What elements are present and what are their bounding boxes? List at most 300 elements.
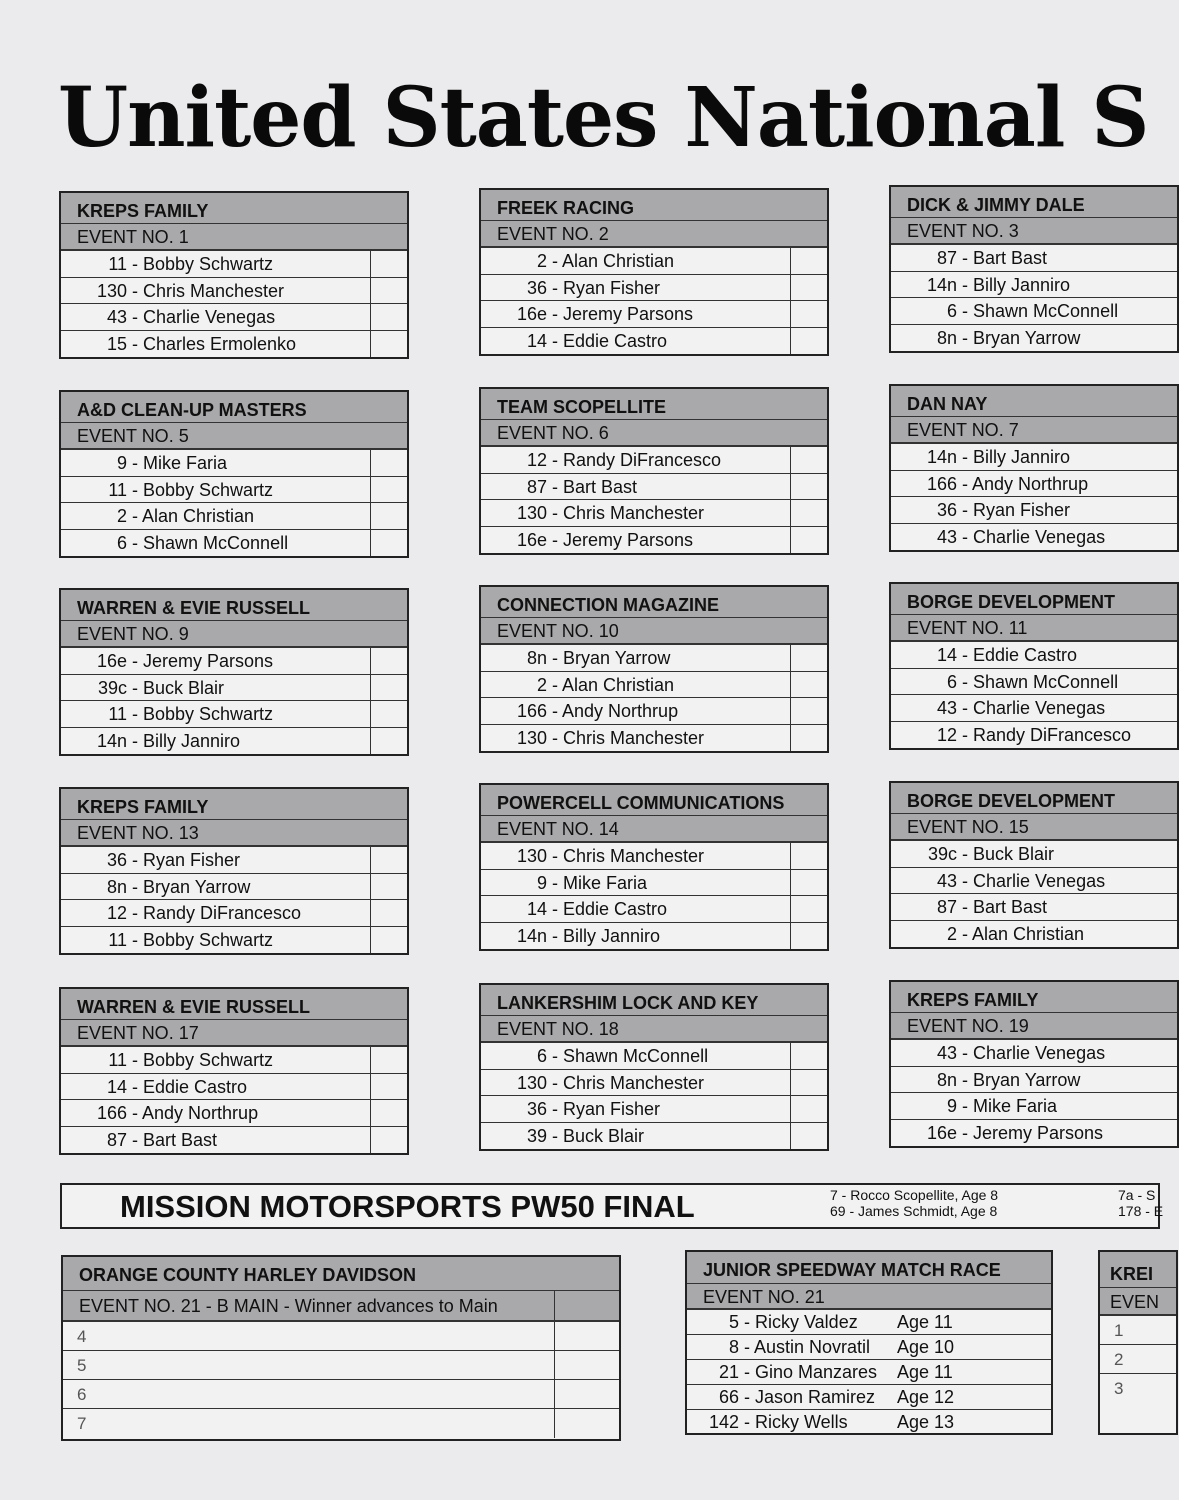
rider-number: 43: [936, 526, 957, 547]
result-cell: [790, 328, 827, 355]
rider-number: 43: [936, 698, 957, 718]
rider-name: Bryan Yarrow: [143, 876, 251, 897]
rider-name: Andy Northrup: [562, 701, 679, 721]
separator: -: [957, 327, 973, 348]
separator: -: [957, 698, 973, 718]
event-box: [889, 384, 1179, 552]
result-cell: [790, 843, 827, 869]
rider-name: Shawn McConnell: [563, 1046, 709, 1066]
result-cell: [370, 701, 407, 727]
separator: -: [127, 453, 143, 473]
separator: -: [547, 899, 563, 919]
separator: -: [957, 447, 973, 467]
rider-number: 16e: [96, 651, 127, 671]
result-cell: [790, 474, 827, 500]
rider-number: 14: [526, 330, 547, 351]
separator: -: [547, 251, 563, 271]
separator: -: [127, 677, 143, 698]
rider-row: [61, 701, 407, 728]
rider-number: 39c: [97, 677, 127, 698]
rider-name: Shawn McConnell: [143, 532, 289, 553]
rider-row: [891, 245, 1177, 272]
rider-number: 14n: [516, 925, 547, 946]
rider-name: Ricky Wells: [755, 1412, 848, 1432]
rider-name: Mike Faria: [973, 1096, 1058, 1116]
rider-number: 6: [536, 1046, 547, 1066]
separator: -: [957, 473, 973, 494]
position-row: [63, 1351, 619, 1380]
final-entry: 69 - James Schmidt, Age 8: [830, 1203, 998, 1219]
rider-name: Charlie Venegas: [973, 870, 1106, 891]
box-event: [63, 1291, 619, 1322]
event-box: [59, 987, 409, 1155]
event-box: [479, 387, 829, 555]
rider-age: Age 12: [897, 1387, 955, 1407]
junior-rider-row: [687, 1335, 1051, 1360]
rider-name: Charles Ermolenko: [143, 333, 297, 354]
junior-rider-row: [687, 1310, 1051, 1335]
rider-row: [481, 301, 827, 328]
result-cell: [790, 923, 827, 950]
rider-name: Mike Faria: [143, 453, 228, 473]
rider-number: 130: [516, 1072, 547, 1093]
separator: -: [127, 929, 143, 950]
result-cell: [790, 870, 827, 896]
box-sponsor: TEAM SCOPELLITE: [481, 389, 827, 420]
result-cell: [370, 648, 407, 674]
box-event-label: EVENT NO. 21 - B MAIN - Winner advances to Main: [79, 1296, 498, 1316]
result-cell: [370, 477, 407, 503]
separator: -: [957, 1043, 973, 1063]
position-number: 1: [1114, 1321, 1124, 1340]
event-box: [889, 582, 1179, 750]
bmain-box: [61, 1255, 621, 1441]
final-entries: [830, 1187, 998, 1219]
rider-number: 43: [106, 307, 127, 327]
event-box: [59, 787, 409, 955]
rider-number: 142: [708, 1412, 739, 1432]
position-row: [63, 1409, 619, 1438]
rider-number: 14: [526, 899, 547, 919]
final-entries-right: [1118, 1187, 1163, 1219]
position-number: 4: [77, 1327, 87, 1346]
box-sponsor: CONNECTION MAGAZINE: [481, 587, 827, 618]
event-box: [479, 188, 829, 356]
rider-name: Billy Janniro: [143, 730, 241, 751]
box-event: EVENT NO. 3: [891, 218, 1177, 245]
rider-name: Bobby Schwartz: [143, 1050, 274, 1070]
box-sponsor: KREPS FAMILY: [61, 193, 407, 224]
result-cell: [790, 1070, 827, 1096]
rider-number: 166: [516, 701, 547, 721]
position-number: 6: [77, 1385, 87, 1404]
rider-name: Bryan Yarrow: [973, 1069, 1081, 1090]
rider-name: Ricky Valdez: [755, 1312, 858, 1332]
rider-number: 9: [946, 1096, 957, 1116]
separator: -: [127, 651, 143, 671]
result-cell: [370, 728, 407, 755]
rider-row: [481, 923, 827, 950]
rider-row: [481, 248, 827, 275]
result-cell: [370, 927, 407, 954]
box-event: EVENT NO. 19: [891, 1013, 1177, 1040]
rider-name: Jeremy Parsons: [563, 304, 694, 324]
box-sponsor: POWERCELL COMMUNICATIONS: [481, 785, 827, 816]
rider-row: [891, 1093, 1177, 1120]
event-box: [59, 588, 409, 756]
box-sponsor: ORANGE COUNTY HARLEY DAVIDSON: [63, 1257, 619, 1291]
rider-name: Jason Ramirez: [755, 1387, 876, 1407]
result-cell: [790, 645, 827, 671]
separator: -: [127, 506, 143, 526]
event-box: [889, 185, 1179, 353]
rider-row: [61, 1047, 407, 1074]
separator: -: [957, 645, 973, 665]
rider-name: Eddie Castro: [563, 899, 668, 919]
rider-number: 130: [516, 846, 547, 866]
final-entry: 178 - E: [1118, 1203, 1164, 1219]
rider-row: [61, 927, 407, 954]
separator: -: [957, 1122, 973, 1143]
rider-row: [891, 921, 1177, 948]
box-sponsor: KREI: [1100, 1252, 1176, 1288]
separator: -: [957, 870, 973, 891]
rider-name: Ryan Fisher: [563, 1099, 661, 1119]
separator: -: [127, 479, 143, 500]
rider-row: [61, 1127, 407, 1154]
box-sponsor: WARREN & EVIE RUSSELL: [61, 590, 407, 621]
result-cell: [370, 503, 407, 529]
rider-row: [891, 325, 1177, 352]
rider-number: 14: [106, 1076, 127, 1097]
box-event: EVENT NO. 17: [61, 1020, 407, 1047]
separator: -: [547, 872, 563, 893]
result-cell: [554, 1291, 619, 1320]
separator: -: [547, 1072, 563, 1093]
separator: -: [127, 704, 143, 724]
rider-name: Bobby Schwartz: [143, 479, 274, 500]
rider-number: 12: [526, 450, 547, 470]
separator: -: [547, 476, 563, 497]
separator: -: [127, 876, 143, 897]
box-sponsor: DAN NAY: [891, 386, 1177, 417]
separator: -: [547, 846, 563, 866]
result-cell: [790, 1043, 827, 1069]
event-box: [59, 390, 409, 558]
rider-age: Age 11: [897, 1312, 953, 1332]
rider-name: Chris Manchester: [563, 846, 705, 866]
rider-name: Randy DiFrancesco: [143, 903, 302, 923]
separator: -: [547, 330, 563, 351]
rider-age: Age 11: [897, 1362, 953, 1382]
separator: -: [957, 1096, 973, 1116]
page-title: United States National S: [58, 70, 1149, 166]
junior-rider-list: [687, 1310, 1051, 1435]
separator: -: [127, 254, 143, 274]
rider-number: 12: [106, 903, 127, 923]
rider-number: 8n: [526, 648, 547, 668]
rider-number: 43: [936, 1043, 957, 1063]
box-sponsor: DICK & JIMMY DALE: [891, 187, 1177, 218]
rider-number: 2: [536, 674, 547, 695]
rider-name: Buck Blair: [143, 677, 225, 698]
rider-number: 36: [526, 277, 547, 298]
rider-name: Alan Christian: [142, 506, 255, 526]
box-event: EVENT NO. 11: [891, 615, 1177, 642]
rider-row: [891, 722, 1177, 749]
result-cell: [790, 275, 827, 301]
pw50-final-banner: [60, 1183, 1164, 1229]
final-title: MISSION MOTORSPORTS PW50 FINAL: [120, 1189, 695, 1224]
rider-number: 2: [946, 923, 957, 944]
rider-name: Billy Janniro: [563, 925, 661, 946]
result-cell: [370, 874, 407, 900]
separator: -: [127, 1129, 143, 1150]
box-event: EVENT NO. 21: [687, 1284, 1051, 1310]
rider-name: Bobby Schwartz: [143, 704, 274, 724]
rider-row: [61, 331, 407, 358]
separator: -: [957, 248, 973, 268]
result-cell: [790, 896, 827, 922]
box-event: EVENT NO. 1: [61, 224, 407, 251]
separator: -: [957, 923, 973, 944]
rider-name: Jeremy Parsons: [973, 1122, 1104, 1143]
rider-number: 16e: [926, 1122, 957, 1143]
separator: -: [957, 897, 973, 917]
rider-number: 15: [106, 333, 127, 354]
partial-box: [1098, 1250, 1178, 1435]
result-cell: [370, 1047, 407, 1073]
rider-name: Ryan Fisher: [143, 850, 241, 870]
result-cell: [554, 1322, 619, 1350]
result-cell: [370, 847, 407, 873]
rider-name: Andy Northrup: [972, 473, 1089, 494]
rider-number: 5: [728, 1312, 739, 1332]
final-entry: 7 - Rocco Scopellite, Age 8: [830, 1187, 999, 1203]
rider-number: 16e: [516, 529, 547, 550]
rider-number: 87: [936, 248, 957, 268]
box-sponsor: BORGE DEVELOPMENT: [891, 584, 1177, 615]
result-cell: [370, 331, 407, 358]
rider-name: Chris Manchester: [563, 727, 705, 748]
rider-number: 8n: [106, 876, 127, 897]
rider-number: 12: [936, 724, 957, 745]
rider-name: Bart Bast: [563, 476, 638, 497]
separator: -: [547, 701, 563, 721]
rider-row: [891, 695, 1177, 722]
box-event: EVENT NO. 9: [61, 621, 407, 648]
separator: -: [547, 1125, 563, 1146]
rider-number: 166: [926, 473, 957, 494]
rider-row: [481, 447, 827, 474]
event-box: [889, 980, 1179, 1148]
rider-number: 130: [516, 727, 547, 748]
separator: -: [127, 850, 143, 870]
position-number: 2: [1114, 1350, 1124, 1369]
box-sponsor: KREPS FAMILY: [891, 982, 1177, 1013]
rider-number: 43: [936, 870, 957, 891]
separator: -: [547, 727, 563, 748]
separator: -: [739, 1312, 755, 1332]
separator: -: [127, 307, 143, 327]
rider-name: Ryan Fisher: [973, 500, 1071, 520]
separator: -: [547, 450, 563, 470]
box-event: EVENT NO. 2: [481, 221, 827, 248]
separator: -: [127, 1103, 143, 1123]
rider-row: [61, 728, 407, 755]
rider-row: [891, 444, 1177, 471]
result-cell: [370, 450, 407, 476]
rider-number: 8: [728, 1337, 739, 1357]
rider-row: [61, 1100, 407, 1127]
rider-row: [481, 474, 827, 501]
separator: -: [547, 1046, 563, 1066]
rider-row: [481, 896, 827, 923]
separator: -: [547, 503, 563, 523]
rider-row: [61, 648, 407, 675]
rider-name: Eddie Castro: [143, 1076, 248, 1097]
box-event: EVENT NO. 5: [61, 423, 407, 450]
separator: -: [547, 674, 563, 695]
rider-number: 9: [116, 453, 127, 473]
rider-row: [61, 477, 407, 504]
rider-row: [61, 874, 407, 901]
separator: -: [127, 1076, 143, 1097]
rider-row: [61, 503, 407, 530]
junior-rider-row: [687, 1360, 1051, 1385]
rider-name: Jeremy Parsons: [563, 529, 694, 550]
rider-name: Chris Manchester: [563, 503, 705, 523]
rider-number: 8n: [936, 1069, 957, 1090]
rider-name: Bobby Schwartz: [143, 254, 274, 274]
rider-row: [481, 1096, 827, 1123]
position-number: 7: [77, 1414, 87, 1433]
result-cell: [790, 447, 827, 473]
rider-row: [481, 500, 827, 527]
rider-number: 36: [526, 1099, 547, 1119]
rider-number: 130: [96, 280, 127, 301]
box-event: EVENT NO. 13: [61, 820, 407, 847]
rider-name: Billy Janniro: [973, 274, 1071, 295]
rider-row: [481, 645, 827, 672]
box-sponsor: KREPS FAMILY: [61, 789, 407, 820]
rider-row: [891, 669, 1177, 696]
rider-number: 66: [718, 1387, 739, 1407]
rider-age: Age 10: [897, 1337, 955, 1357]
result-cell: [370, 251, 407, 277]
result-cell: [790, 698, 827, 724]
box-event: EVENT NO. 15: [891, 814, 1177, 841]
separator: -: [739, 1337, 755, 1357]
position-number: 3: [1114, 1379, 1124, 1398]
separator: -: [957, 844, 973, 864]
separator: -: [127, 280, 143, 301]
rider-name: Andy Northrup: [142, 1103, 259, 1123]
box-event: EVENT NO. 7: [891, 417, 1177, 444]
position-row: [63, 1322, 619, 1351]
rider-row: [61, 530, 407, 557]
rider-name: Billy Janniro: [973, 447, 1071, 467]
rider-name: Alan Christian: [972, 923, 1085, 944]
result-cell: [790, 725, 827, 752]
rider-name: Austin Novratil: [754, 1337, 871, 1357]
result-cell: [790, 527, 827, 554]
rider-number: 8n: [936, 327, 957, 348]
separator: -: [739, 1412, 755, 1432]
junior-box: [685, 1250, 1053, 1435]
separator: -: [127, 903, 143, 923]
separator: -: [547, 1099, 563, 1119]
separator: -: [957, 671, 973, 692]
result-cell: [790, 1123, 827, 1150]
rider-name: Bryan Yarrow: [563, 648, 671, 668]
rider-row: [481, 870, 827, 897]
rider-row: [891, 868, 1177, 895]
rider-row: [481, 843, 827, 870]
box-sponsor: FREEK RACING: [481, 190, 827, 221]
rider-number: 9: [536, 872, 547, 893]
rider-name: Charlie Venegas: [973, 698, 1106, 718]
rider-number: 11: [108, 1050, 127, 1070]
rider-name: Randy DiFrancesco: [563, 450, 722, 470]
result-cell: [370, 900, 407, 926]
rider-number: 6: [116, 532, 127, 553]
result-cell: [370, 278, 407, 304]
position-row: [1100, 1345, 1176, 1374]
rider-row: [481, 672, 827, 699]
rider-row: [891, 1040, 1177, 1067]
separator: -: [127, 1050, 143, 1070]
rider-number: 87: [526, 476, 547, 497]
result-cell: [370, 1074, 407, 1100]
result-cell: [554, 1380, 619, 1408]
rider-row: [891, 471, 1177, 498]
position-row: [63, 1380, 619, 1409]
separator: -: [957, 274, 973, 295]
separator: -: [547, 925, 563, 946]
rider-number: 14n: [926, 447, 957, 467]
rider-row: [891, 497, 1177, 524]
rider-number: 6: [946, 671, 957, 692]
rider-row: [891, 841, 1177, 868]
rider-row: [481, 527, 827, 554]
rider-number: 11: [108, 929, 127, 950]
separator: -: [739, 1362, 755, 1382]
box-event: EVENT NO. 14: [481, 816, 827, 843]
result-cell: [790, 672, 827, 698]
rider-name: Bobby Schwartz: [143, 929, 274, 950]
rider-row: [891, 1067, 1177, 1094]
result-cell: [370, 530, 407, 557]
rider-number: 39: [526, 1125, 547, 1146]
rider-row: [481, 275, 827, 302]
rider-row: [61, 847, 407, 874]
rider-name: Eddie Castro: [973, 645, 1078, 665]
rider-number: 87: [936, 897, 957, 917]
box-sponsor: WARREN & EVIE RUSSELL: [61, 989, 407, 1020]
rider-name: Mike Faria: [563, 872, 648, 893]
separator: -: [547, 304, 563, 324]
rider-name: Buck Blair: [973, 844, 1055, 864]
rider-name: Ryan Fisher: [563, 277, 661, 298]
event-box: [479, 585, 829, 753]
rider-name: Chris Manchester: [563, 1072, 705, 1093]
rider-number: 16e: [516, 304, 547, 324]
separator: -: [957, 526, 973, 547]
rider-number: 6: [946, 301, 957, 321]
box-sponsor: JUNIOR SPEEDWAY MATCH RACE: [687, 1252, 1051, 1284]
rider-name: Jeremy Parsons: [143, 651, 274, 671]
